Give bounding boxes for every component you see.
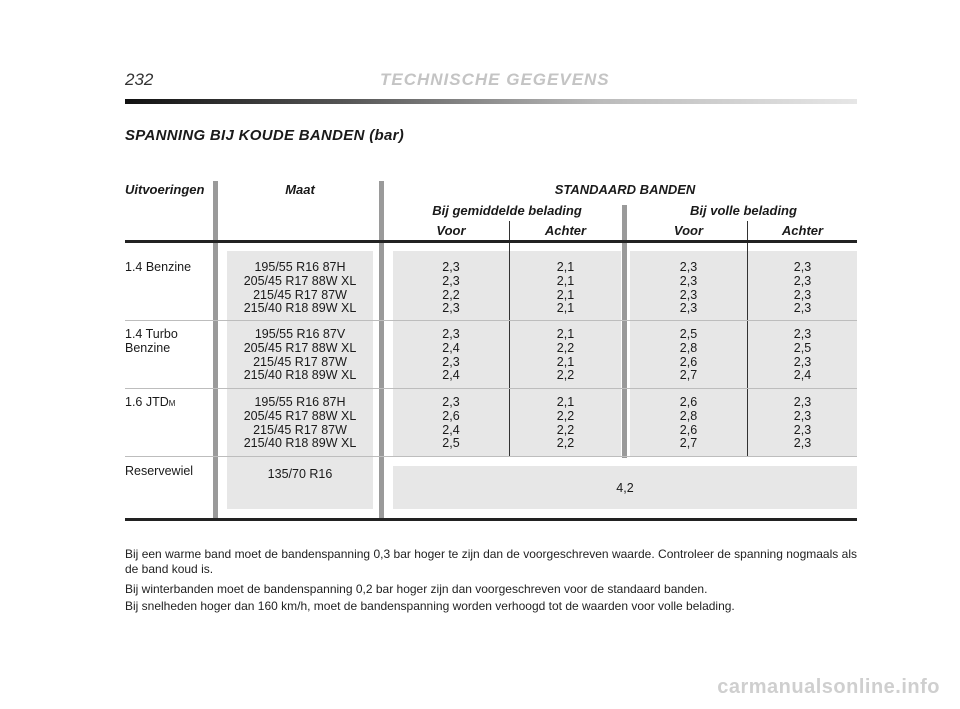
column-header-full-front: Voor [673, 223, 704, 238]
pressure-medium-rear: 2,1 2,2 2,2 2,2 [556, 395, 575, 451]
pressure-full-rear: 2,3 2,3 2,3 2,3 [793, 395, 812, 451]
pressure-full-rear: 2,3 2,5 2,3 2,4 [793, 327, 812, 383]
row-separator-1 [125, 320, 857, 321]
pressure-full-front: 2,6 2,8 2,6 2,7 [679, 395, 698, 451]
column-header-medium-front: Voor [436, 223, 466, 238]
variant-label-spare: Reservewiel [125, 464, 194, 478]
pressure-medium-rear: 2,1 2,2 2,1 2,2 [556, 327, 575, 383]
page-number: 232 [125, 70, 154, 89]
pressure-spare: 4,2 [616, 481, 634, 495]
pressure-medium-front: 2,3 2,4 2,3 2,4 [442, 327, 460, 383]
column-header-standard-tyres: STANDAARD BANDEN [554, 182, 696, 197]
variant-label: 1.4 Benzine [125, 260, 192, 274]
column-header-full-rear: Achter [781, 223, 824, 238]
pressure-medium-rear: 2,1 2,1 2,1 2,1 [556, 260, 575, 316]
pressure-medium-front: 2,3 2,6 2,4 2,5 [442, 395, 460, 451]
pressure-full-front: 2,5 2,8 2,6 2,7 [679, 327, 698, 383]
row-separator-3 [125, 456, 857, 457]
column-header-size: Maat [285, 182, 315, 197]
tyre-sizes: 195/55 R16 87V 205/45 R17 88W XL 215/45 R17 87W 215/40 R18 89W XL [243, 327, 357, 383]
divider-size-standard [379, 181, 384, 521]
pressure-medium-front: 2,3 2,3 2,2 2,3 [442, 260, 460, 316]
column-header-variant: Uitvoeringen [125, 182, 205, 197]
pressure-full-rear: 2,3 2,3 2,3 2,3 [793, 260, 812, 316]
divider-variant-size [213, 181, 218, 521]
pressure-full-front: 2,3 2,3 2,3 2,3 [679, 260, 698, 316]
note-warm-tyre: Bij een warme band moet de bandenspanning 0,3 bar hoger te zijn dan de voorgeschreven waarde. Controleer de spanning nogmaals als de band koud is. [125, 547, 857, 576]
tyre-sizes: 195/55 R16 87H 205/45 R17 88W XL 215/45 R17 87W 215/40 R18 89W XL [243, 395, 357, 451]
watermark: carmanualsonline.info [717, 676, 940, 698]
variant-label [125, 396, 175, 411]
column-header-medium-rear: Achter [544, 223, 587, 238]
column-header-full-load: Bij volle belading [690, 203, 797, 218]
section-title: SPANNING BIJ KOUDE BANDEN (bar) [125, 127, 405, 144]
note-high-speed: Bij snelheden hoger dan 160 km/h, moet de bandenspanning worden verhoogd tot de waarden voor volle belading. [125, 599, 735, 613]
note-winter-tyres: Bij winterbanden moet de bandenspanning 0,2 bar hoger zijn dan voorgeschreven voor de standaard banden. [125, 582, 708, 596]
variant-label-suffix: M [168, 399, 176, 408]
column-header-medium-load: Bij gemiddelde belading [432, 203, 582, 218]
tyre-sizes: 195/55 R16 87H 205/45 R17 88W XL 215/45 R17 87W 215/40 R18 89W XL [243, 260, 357, 316]
variant-label-main: 1.6 JTD [125, 395, 169, 409]
variant-label: 1.4 Turbo Benzine [125, 327, 178, 355]
header-bottom-rule [125, 240, 857, 243]
tyre-size-spare: 135/70 R16 [267, 467, 333, 481]
table-bottom-rule [125, 518, 857, 521]
chapter-title: TECHNISCHE GEGEVENS [380, 70, 610, 89]
row-separator-2 [125, 388, 857, 389]
